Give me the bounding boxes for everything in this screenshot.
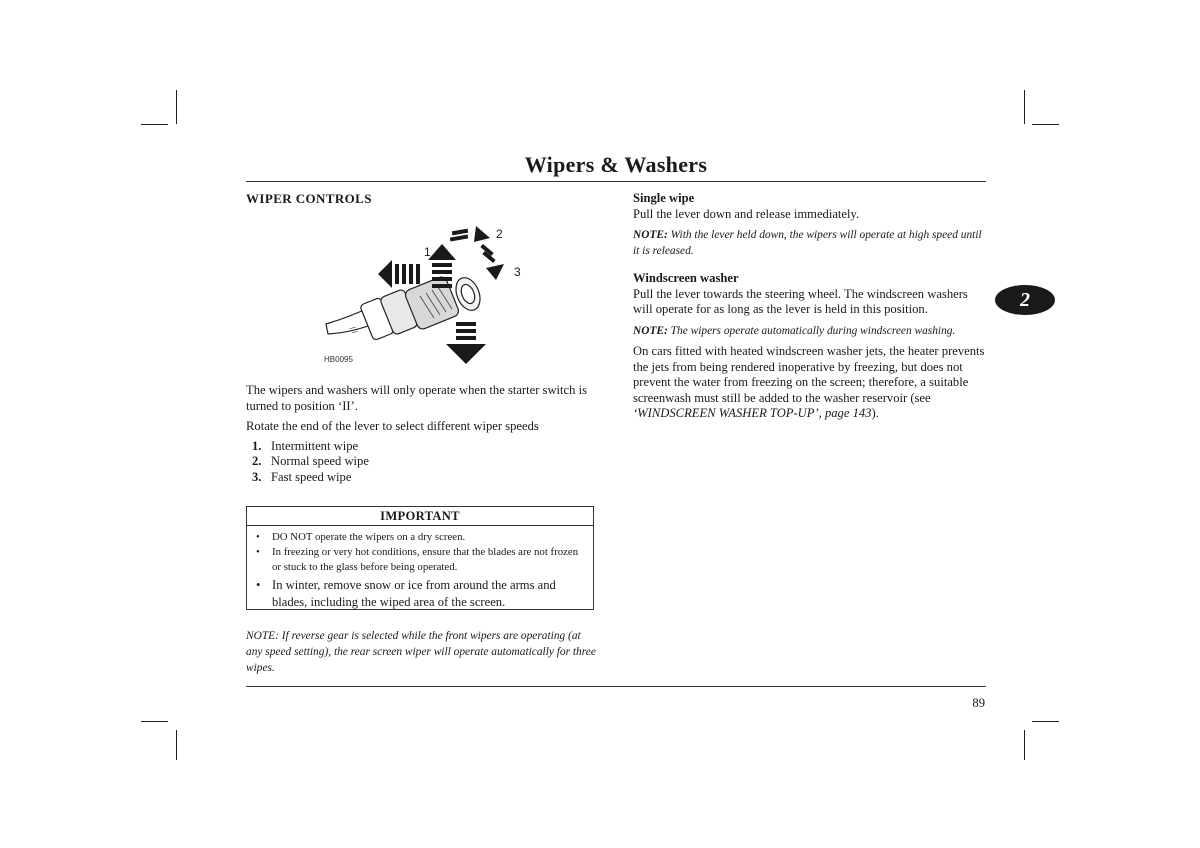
windscreen-washer-heading: Windscreen washer <box>633 271 739 286</box>
intro-block <box>246 383 596 486</box>
important-item: In winter, remove snow or ice from around the arms and blades, including the wiped area of the screen. <box>272 578 556 609</box>
svg-text:///: /// <box>348 325 359 336</box>
wiper-lever-illustration <box>320 222 521 372</box>
crop-mark <box>176 90 177 124</box>
rotate-arrow-icon <box>450 226 490 242</box>
arrow-down-icon <box>446 322 486 364</box>
single-wipe-heading: Single wipe <box>633 191 695 205</box>
windscreen-washer-text: Pull the lever towards the steering wheel. The windscreen washers will operate for as long as the lever is held in this position. <box>633 286 968 317</box>
single-wipe-text: Pull the lever down and release immediately. <box>633 206 860 221</box>
note-label: NOTE: <box>633 229 668 242</box>
list-item <box>246 454 596 470</box>
list-text: Normal speed wipe <box>271 454 369 469</box>
chapter-tab: 2 <box>995 285 1055 315</box>
list-item <box>246 470 596 486</box>
list-number: 3. <box>252 469 262 484</box>
page-title: Wipers & Washers <box>524 152 708 177</box>
important-box <box>246 506 594 610</box>
intro-paragraph: The wipers and washers will only operate when the starter switch is turned to position ‘II’. <box>246 383 587 413</box>
reverse-gear-note: NOTE: If reverse gear is selected while the front wipers are operating (at any speed setting), the rear screen wiper will operate automatically for three wipes. <box>246 630 596 674</box>
important-item: DO NOT operate the wipers on a dry screen. <box>272 531 466 543</box>
windscreen-washer-note <box>633 323 985 339</box>
reverse-gear-note-block <box>246 628 596 676</box>
single-wipe-note <box>633 227 985 259</box>
note-text: With the lever held down, the wipers will operate at high speed until it is released. <box>633 229 982 258</box>
bullet: • <box>256 578 261 592</box>
title-rule <box>246 181 986 182</box>
page-number: 89 <box>972 696 985 710</box>
paragraph-text-end: ). <box>871 406 879 421</box>
figure-label-2: 2 <box>496 227 503 241</box>
wiper-controls-heading <box>246 191 596 208</box>
crop-mark <box>1024 730 1025 760</box>
arrow-left-icon <box>378 260 420 288</box>
crop-mark <box>176 730 177 760</box>
note-text: The wipers operate automatically during windscreen washing. <box>670 324 956 337</box>
list-item <box>253 577 587 610</box>
arrow-down-right-icon <box>480 244 504 280</box>
list-text: Fast speed wipe <box>271 469 352 484</box>
note-label: NOTE: <box>633 324 668 337</box>
list-number: 1. <box>252 438 262 453</box>
cross-reference-link[interactable]: ‘WINDSCREEN WASHER TOP-UP’, page 143 <box>633 406 872 421</box>
figure-label-1: 1 <box>424 245 431 259</box>
list-text: Intermittent wipe <box>271 438 359 453</box>
important-item: In freezing or very hot conditions, ensure that the blades are not frozen or stuck to the glass before being operated. <box>272 546 579 573</box>
wiper-lever-figure <box>320 222 521 377</box>
important-list <box>253 530 587 610</box>
crop-mark <box>141 124 168 125</box>
crop-mark <box>1032 124 1059 125</box>
list-item <box>253 530 587 545</box>
crop-mark <box>1024 90 1025 124</box>
figure-label-3: 3 <box>514 265 521 279</box>
bullet: • <box>256 531 260 543</box>
crop-mark <box>141 721 168 722</box>
bullet: • <box>256 546 260 558</box>
footer-rule <box>246 686 986 687</box>
section-heading: WIPER CONTROLS <box>246 191 372 206</box>
list-item <box>246 439 596 455</box>
figure-code: HB0095 <box>324 355 353 364</box>
crop-mark <box>1032 721 1059 722</box>
wiper-speed-list <box>246 439 596 486</box>
list-item <box>253 545 587 575</box>
important-title: IMPORTANT <box>247 507 593 526</box>
list-number: 2. <box>252 454 262 469</box>
right-column <box>633 191 985 422</box>
rotate-paragraph: Rotate the end of the lever to select different wiper speeds <box>246 419 539 434</box>
heated-jets-paragraph <box>633 344 985 422</box>
paragraph-text: On cars fitted with heated windscreen washer jets, the heater prevents the jets from being rendered inoperative by freezing, but does not prevent the water from freezing on the screen; therefore, a suitable screenwash must still be added to the washer reservoir (see <box>633 343 985 405</box>
